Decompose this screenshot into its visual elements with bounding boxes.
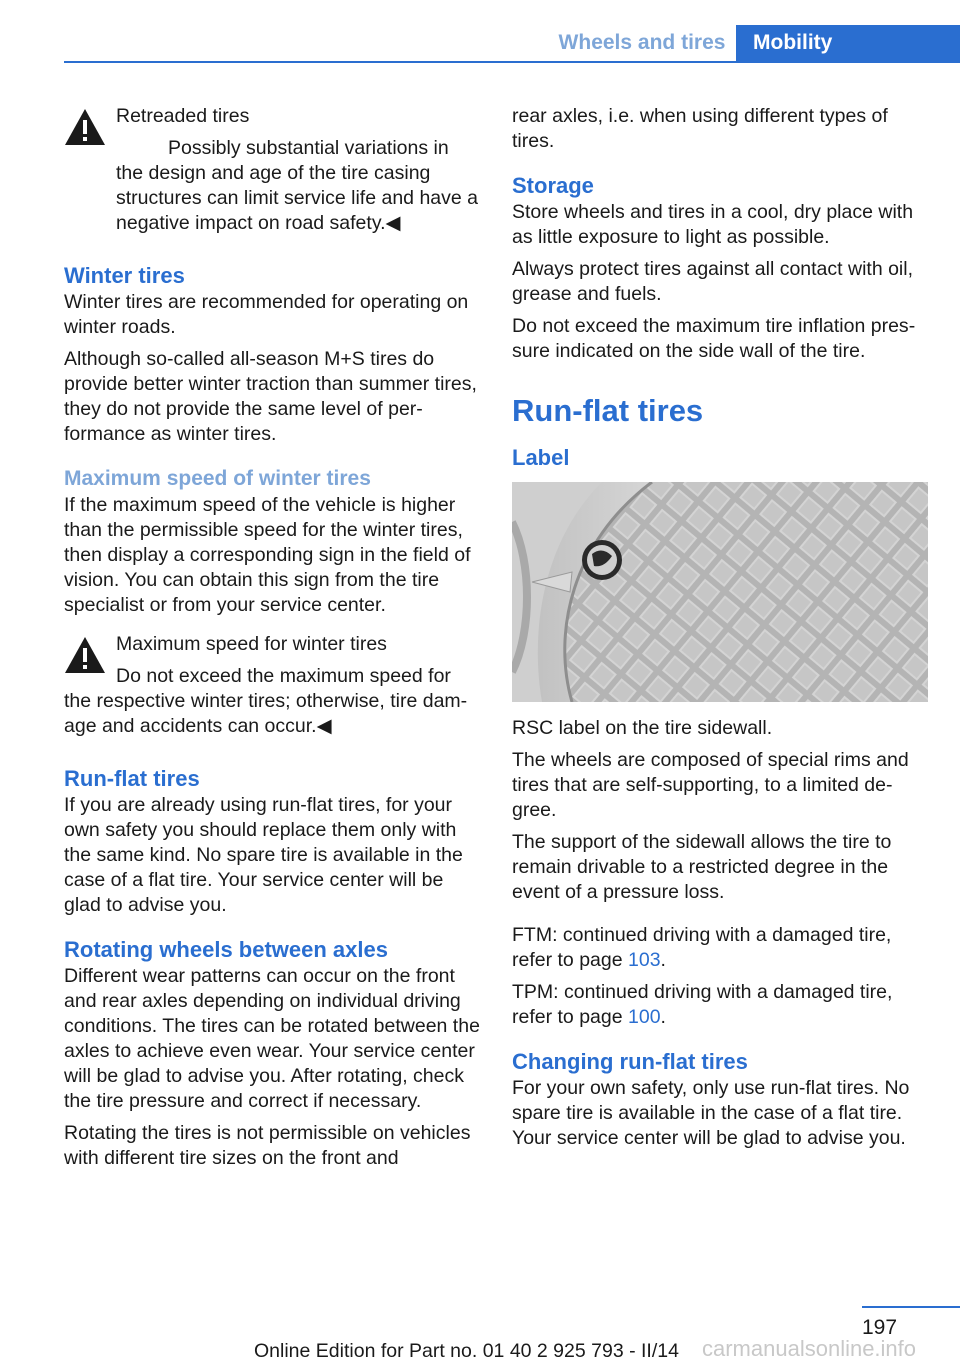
section-title-run-flat: Run-flat tires [512,393,704,428]
paragraph: Do not exceed the maximum tire inflation pressure indicated on the side wall of the tire. [512,315,916,362]
chapter-tab: Mobility [736,25,960,61]
heading-storage: Storage [512,173,594,198]
paragraph: If the maximum speed of the vehicle is higher than the permissible speed for the winter tires, then display a corresponding sign in the field of vision. You can obtain this sign from the tire specialist or from your service center. [64,494,471,616]
section-tab: Wheels and tires [558,31,726,54]
page-number-rule [862,1306,960,1308]
paragraph: The wheels are composed of special rims and tires that are self-supporting, to a limited degree. [512,749,909,821]
period: . [660,1006,666,1028]
page-link-100[interactable]: 100 [628,1006,661,1028]
page-link-103[interactable]: 103 [628,949,661,971]
header-rule [64,61,960,63]
warning-body: Do not exceed the maximum speed for the respective winter tires; otherwise, tire damage and accidents can occur.◀ [64,665,468,737]
paragraph-tpm [512,980,928,1030]
ftm-text: FTM: continued driving with a damaged tire, refer to page [512,924,892,971]
paragraph: The support of the sidewall allows the tire to remain drivable to a restricted degree in the event of a pressure loss. [512,831,892,903]
warning-body: Possibly substantial variations in the design and age of the tire casing structures can limit service life and have a negative impact on road safety.◀ [116,137,478,234]
paragraph: rear axles, i.e. when using different types of tires. [512,105,888,152]
warning-triangle-icon [64,636,106,674]
paragraph: If you are already using run-flat tires, for your own safety you should replace them only with the same kind. No spare tire is available in the case of a flat tire. Your service center will be glad to advise you. [64,794,463,916]
heading-rotating: Rotating wheels between axles [64,937,388,962]
warning-title: Retreaded tires [116,105,250,127]
heading-changing: Changing run-flat tires [512,1049,748,1074]
paragraph: Different wear patterns can occur on the front and rear axles depending on individual driving conditions. The tires can be rotated between the axles to achieve even wear. Your service center will be glad to advise you. After rotating, check the tire pressure and correct if necessary. [64,965,480,1112]
paragraph: Winter tires are recommended for operating on winter roads. [64,291,469,338]
left-column [64,104,480,1178]
paragraph: Rotating the tires is not permissible on vehicles with different tire sizes on the front and [64,1122,471,1169]
paragraph: Store wheels and tires in a cool, dry place with as little exposure to light as possible. [512,201,914,248]
paragraph: Always protect tires against all contact with oil, grease and fuels. [512,258,914,305]
heading-max-speed: Maximum speed of winter tires [64,467,371,490]
heading-winter-tires: Winter tires [64,263,185,288]
tpm-text: TPM: continued driving with a damaged tire, refer to page [512,981,893,1028]
footer-edition: Online Edition for Part no. 01 40 2 925 793 - II/14 [254,1340,679,1362]
warning-title: Maximum speed for winter tires [116,633,387,655]
warning-triangle-icon [64,108,106,146]
heading-run-flat: Run-flat tires [64,766,200,791]
paragraph: Although so-called all-season M+S tires do provide better winter traction than summer tires, they do not provide the same level of performance as winter tires. [64,348,477,445]
period: . [660,949,666,971]
paragraph: For your own safety, only use run-flat tires. No spare tire is available in the case of a flat tire. Your service center will be glad to advise you. [512,1077,910,1149]
right-column [512,104,928,1158]
paragraph-ftm [512,923,928,973]
watermark: carmanualsonline.info [702,1336,917,1361]
image-caption: RSC label on the tire sidewall. [512,717,773,739]
rsc-tire-sidewall-image [512,482,928,702]
warning-retreaded [64,104,480,236]
page-number: 197 [862,1316,898,1339]
heading-label: Label [512,445,570,470]
warning-max-speed [64,632,480,739]
